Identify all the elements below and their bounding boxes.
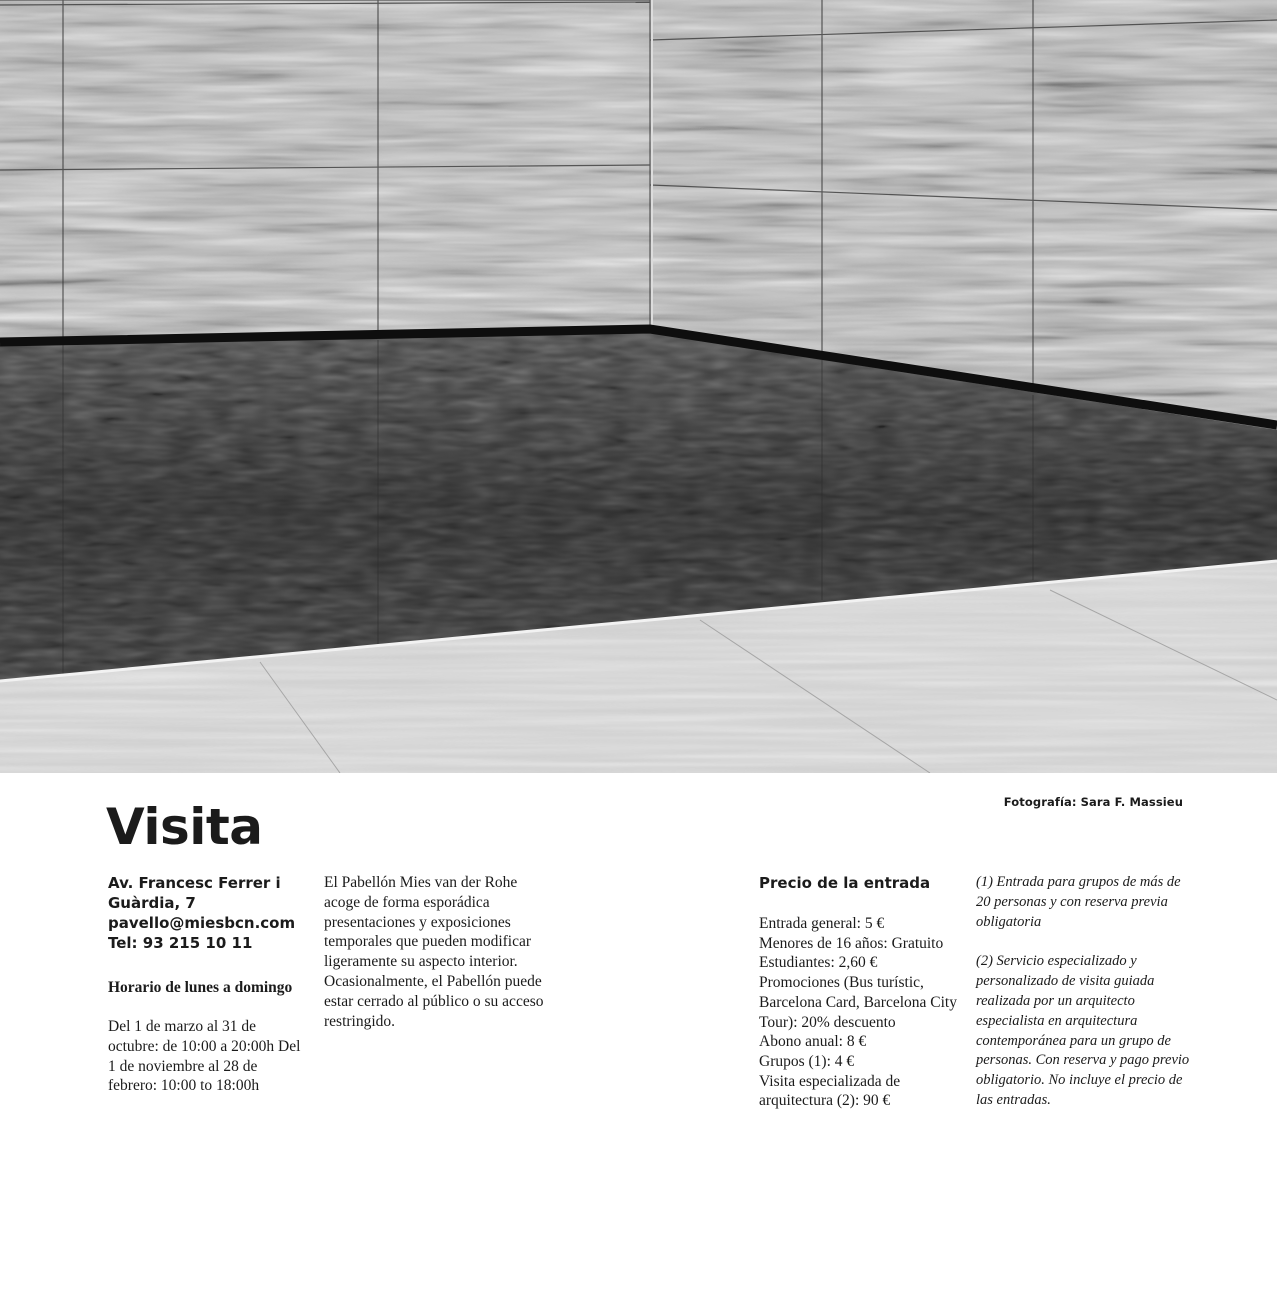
price-item: Visita especializada de arquitectura (2): 90 € bbox=[759, 1072, 901, 1110]
notes-column bbox=[976, 873, 1191, 1111]
schedule-text: Del 1 de marzo al 31 de octubre: de 10:00 a 20:00h Del 1 de noviembre al 28 de febrero: 10:00 to 18:00h bbox=[108, 1018, 301, 1095]
email-link[interactable]: pavello@miesbcn.com bbox=[108, 914, 296, 932]
price-item: Estudiantes: 2,60 € bbox=[759, 954, 878, 972]
prices-column bbox=[759, 873, 964, 1111]
description-text: El Pabellón Mies van der Rohe acoge de forma esporádica presentaciones y exposiciones temporales que pueden modificar ligeramente su aspecto interior. Ocasionalmente, el Pabellón puede estar cerrado al público o su acceso restringido. bbox=[324, 874, 544, 1030]
phone-number: Tel: 93 215 10 11 bbox=[108, 934, 253, 952]
price-item: Promociones (Bus turístic, Barcelona Card, Barcelona City Tour): 20% descuento bbox=[759, 974, 957, 1031]
description-column bbox=[324, 873, 549, 1031]
page-title: Visita bbox=[106, 798, 263, 856]
photo-credit: Fotografía: Sara F. Massieu bbox=[1003, 795, 1183, 809]
note-groups: (1) Entrada para grupos de más de 20 personas y con reserva previa obligatoria bbox=[976, 874, 1181, 930]
price-item: Abono anual: 8 € bbox=[759, 1033, 867, 1051]
contact-block bbox=[108, 873, 308, 953]
address-line-1: Av. Francesc Ferrer i bbox=[108, 874, 281, 892]
price-item: Grupos (1): 4 € bbox=[759, 1052, 855, 1070]
price-item: Menores de 16 años: Gratuito bbox=[759, 934, 944, 952]
price-list bbox=[759, 914, 964, 1111]
address-line-2: Guàrdia, 7 bbox=[108, 894, 196, 912]
note-guided-visit: (2) Servicio especializado y personalizado de visita guiada realizada por un arquitecto especialista en arquitectura contemporánea para un grupo de personas. Con reserva y pago previo obligatorio. No incluye el precio de las entradas. bbox=[976, 953, 1190, 1108]
contact-column bbox=[108, 873, 308, 1096]
schedule-heading: Horario de lunes a domingo bbox=[108, 979, 293, 996]
prices-heading: Precio de la entrada bbox=[759, 874, 931, 892]
price-item: Entrada general: 5 € bbox=[759, 915, 885, 932]
